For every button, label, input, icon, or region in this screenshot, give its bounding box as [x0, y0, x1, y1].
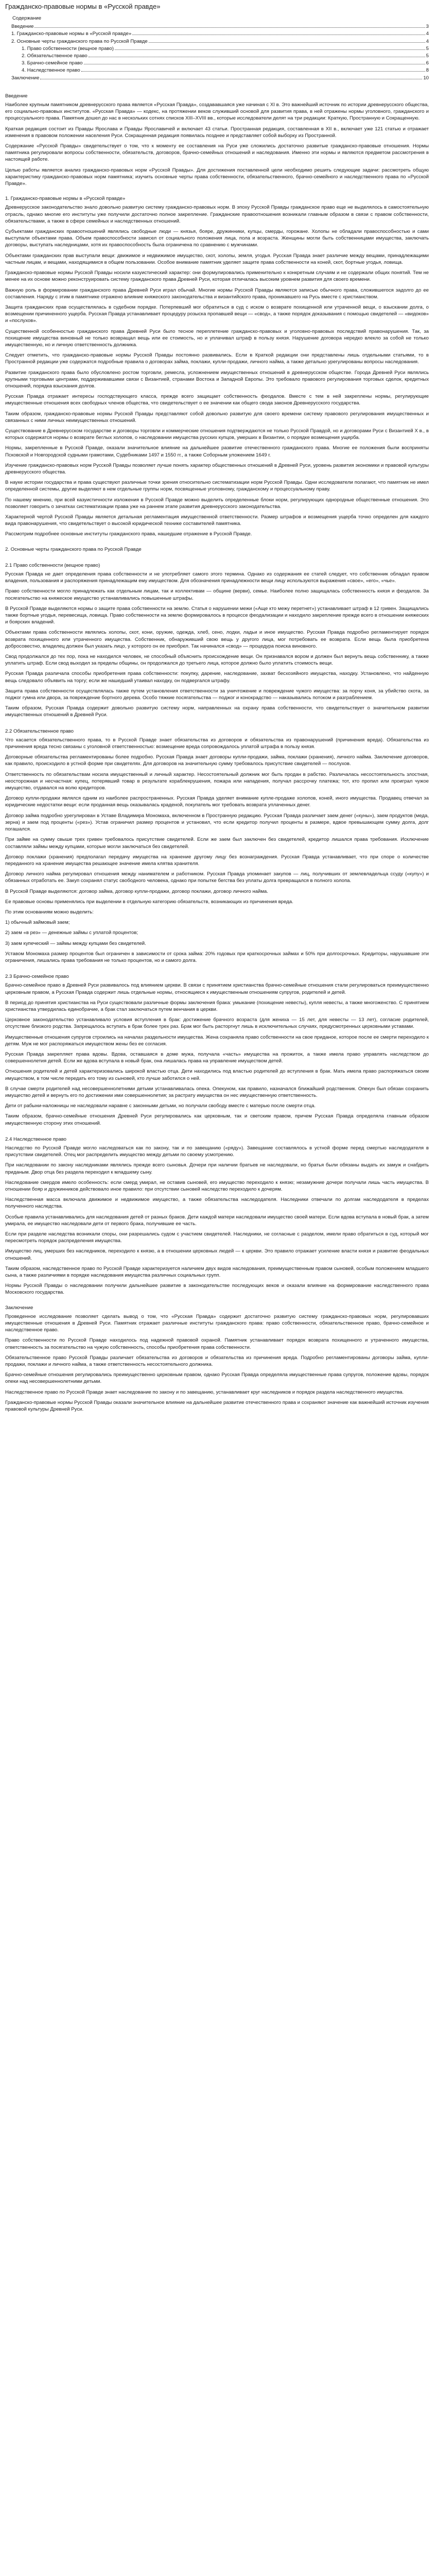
- paragraph: Изучение гражданско-правовых норм Русской Правды позволяет лучше понять характер общественных отношений в Древней Руси, уровень развития экономики и правовой культуры древнерусского общества.: [5, 462, 429, 475]
- intro-heading: Введение: [5, 93, 28, 99]
- toc-entry-text: 1. Право собственности (вещное право): [22, 45, 114, 52]
- toc-entry: [5, 59, 429, 66]
- toc-entry-page: 10: [423, 75, 429, 81]
- paragraph: Краткая редакция состоит из Правды Ярослава и Правды Ярославичей и включает 43 статьи. Пространная редакция, составленная в XII в., включает уже 121 статью и отражает изменения в правовом положении населения Руси. Сокращенная редакция появилась позднее и представляет собой выборку из Пространной.: [5, 126, 429, 139]
- paragraph: Следует отметить, что гражданско-правовые нормы Русской Правды постоянно развивались. Если в Краткой редакции они представлены лишь отдельными статьями, то в Пространной редакции уже содержатся подробные правила о договорах займа, поклажи, купли-продажи, личного найма, а также детально урегулированы вопросы наследования.: [5, 352, 429, 365]
- toc-entry: [5, 66, 429, 74]
- paragraph: Таким образом, брачно-семейные отношения Древней Руси регулировались как церковным, так и светским правом, причем Русская Правда определяла главным образом имущественную сторону этих отношений.: [5, 1113, 429, 1126]
- toc-leader-dots: [34, 23, 425, 28]
- paragraph: По этим основаниям можно выделить:: [5, 909, 94, 915]
- paragraph: Объектами права собственности являлись холопы, скот, кони, оружие, одежда, хлеб, сено, лодки, ладьи и иное имущество. Русская Правда подробно регламентирует порядок возврата похищенного или утраченного имущества. Собственник, обнаруживший свою вещь у другого лица, мог потребовать ее возврата. Если вещь была приобретена добросовестно, владелец должен был указать лицо, у которого он ее приобрел. Так начинался «свод» — процедура поиска виновного.: [5, 630, 429, 649]
- paragraph: Обязательственное право Русской Правды различает обязательства из договоров и обязательства из причинения вреда. Подробно регламентированы договоры займа, купли-продажи, поклажи и личного найма, а также ответственность несостоятельного должника.: [5, 1354, 429, 1368]
- paragraph: Русская Правда различала способы приобретения права собственности: покупку, дарение, наследование, захват бесхозяйного имущества, находку. Установлено, что найденную вещь следовало объявить на торгу; если же нашедший утаивал находку, он подвергался штрафу.: [5, 671, 429, 684]
- toc-leader-dots: [84, 59, 425, 64]
- toc-entry: [5, 52, 429, 59]
- section-1-body: [5, 204, 429, 441]
- paragraph: Нормы Русской Правды о наследовании получили дальнейшее развитие в законодательстве последующих веков и оказали влияние на формирование наследственного права Московского государства.: [5, 1283, 429, 1296]
- paragraph: Русская Правда закрепляет права вдовы. Вдова, оставшаяся в доме мужа, получала «часть» имущества на прожиток, а также имела право управлять наследством до совершеннолетия детей. Если же вдова вступала в новый брак, она лишалась права на управление имуществом детей.: [5, 1051, 429, 1064]
- paragraph: В период до принятия христианства на Руси существовали различные формы заключения брака: умыкание (похищение невесты), купля невесты, а также многоженство. С принятием христианства утвердилась единобрачие, а брак стал заключаться путем венчания в церкви.: [5, 999, 429, 1012]
- paragraph: Свод продолжался до тех пор, пока не находился человек, не способный объяснить происхождение вещи. Он признавался вором и должен был вернуть вещь собственнику, а также уплатить штраф. Если свод выходил за пределы общины, он продолжался до третьего лица, которое должно было уплатить стоимость вещи.: [5, 654, 429, 667]
- toc-leader-dots: [149, 38, 425, 43]
- section-2-heading: 2. Основные черты гражданского права по Русской Правде: [5, 546, 142, 552]
- toc-entry-page: 4: [426, 38, 429, 44]
- paragraph: Объектами гражданских прав выступали вещи: движимое и недвижимое имущество, скот, холопы, земля, угодья. Русская Правда знает различие между вещами, принадлежащими частным лицам, и вещами, находящимися в общем пользовании. Особое внимание памятник уделяет защите права собственности на коней, скот, бортные угодья, ловища.: [5, 252, 429, 265]
- toc-entry-page: 3: [426, 24, 429, 30]
- toc-entry: [5, 38, 429, 45]
- paragraph: Русская Правда не дает определения права собственности и не употребляет самого этого термина. Однако из содержания ее статей следует, что собственник обладал правом владения, пользования и распоряжения принадлежащим ему имуществом. Для обозначения принадлежности вещи лицу используются выражения «свое», «его», «чье».: [5, 571, 429, 584]
- paragraph: Уставом Мономаха размер процентов был ограничен в зависимости от срока займа: 20% годовых при краткосрочных займах и 50% при долгосрочных. Кредиторы, нарушавшие эти ограничения, лишались права требования не только процентов, но и самого долга.: [5, 951, 429, 963]
- subsection-2-3-heading: 2.3 Брачно-семейное право: [5, 974, 69, 980]
- intro-body: [5, 101, 429, 187]
- toc-entry: [5, 23, 429, 30]
- paragraph: Право собственности могло принадлежать как отдельным лицам, так и коллективам — общине (верви), семье. Наиболее полно защищалась собственность князя и феодалов. За посягательство на княжеское имущество устанавливались повышенные штрафы.: [5, 588, 429, 601]
- paragraph: Существенной особенностью гражданского права Древней Руси было тесное переплетение гражданско-правовых и уголовно-правовых последствий правонарушения. Так, за похищение имущества виновный не только возвращал вещь или ее стоимость, но и уплачивал штраф в пользу князя. Нарушение договора нередко влекло за собой не только имущественную, но и личную ответственность должника.: [5, 328, 429, 348]
- paragraph: Имущество лиц, умерших без наследников, переходило к князю, а в отношении церковных людей — к церкви. Это правило отражает усиление власти князя и развитие феодальных отношений.: [5, 1248, 429, 1261]
- toc-entry-text: 3. Брачно-семейное право: [22, 60, 83, 66]
- section-1-heading: 1. Гражданско-правовые нормы в «Русской правде»: [5, 196, 126, 202]
- toc-entry-page: 6: [426, 60, 429, 66]
- toc-entry-text: 2. Обязательственное право: [22, 53, 88, 59]
- paragraph: В Русской Правде выделяются: договор займа, договор купли-продажи, договор поклажи, договор личного найма.: [5, 888, 268, 894]
- paragraph: Содержание «Русской Правды» свидетельствует о том, что к моменту ее составления на Руси уже сложились достаточно развитые гражданско-правовые отношения. Нормы памятника регулировали вопросы собственности, обязательств, договоров, брачно-семейных отношений и наследования. Именно эти нормы и являются предметом рассмотрения в настоящей работе.: [5, 143, 429, 163]
- toc-entry: [5, 30, 429, 37]
- toc-leader-dots: [132, 30, 425, 35]
- paragraph: Брачно-семейное право в Древней Руси развивалось под влиянием церкви. В связи с принятием христианства брачно-семейные отношения стали регулироваться преимущественно церковным правом, а Русская Правда содержит лишь отдельные нормы, относящиеся к имущественным отношениям супругов, родителей и детей.: [5, 982, 429, 995]
- paragraph: В Русской Правде выделяются нормы о защите права собственности на землю. Статья о нарушении межи («Аще кто межу перетнет») устанавливает штраф в 12 гривен. Защищались также бортные угодья, перевесища, ловища. Право собственности на землю формировалось в процессе феодализации и находило закрепление прежде всего в отношении княжеских и боярских владений.: [5, 605, 429, 625]
- paragraph: Церковное законодательство устанавливало условия вступления в брак: достижение брачного возраста (для жениха — 15 лет, для невесты — 13 лет), согласие родителей, отсутствие близкого родства. Запрещалось вступать в брак более трех раз. Брак мог быть расторгнут лишь в исключительных случаях, предусмотренных церковными уставами.: [5, 1017, 429, 1030]
- paragraph: Если при разделе наследства возникали споры, они разрешались судом с участием свидетелей. Наследники, не согласные с разделом, имели право обратиться в суд, который мог пересмотреть порядок распределения имущества.: [5, 1231, 429, 1244]
- subsection-2-2-body: [5, 737, 429, 885]
- paragraph: Проведенное исследование позволяет сделать вывод о том, что «Русская Правда» содержит достаточно развитую систему гражданско-правовых норм, регулировавших имущественные отношения в Древней Руси. Памятник отражает различные институты гражданского права: право собственности, обязательственное право, брачно-семейное и наследственное право.: [5, 1313, 429, 1333]
- paragraph: Брачно-семейные отношения регулировались преимущественно церковным правом, однако Русская Правда определяла имущественные права супругов, положение вдовы, порядок опеки над несовершеннолетними детьми.: [5, 1372, 429, 1385]
- toc-entry-page: 4: [426, 31, 429, 37]
- paragraph: Ее правовые основы применялись при выделении в отдельную категорию обязательств, возникающих из причинения вреда.: [5, 899, 293, 905]
- toc-leader-dots: [89, 52, 425, 57]
- paragraph: Защита права собственности осуществлялась также путем установления ответственности за уничтожение и повреждение чужого имущества: за порчу коня, за убийство скота, за поджог гумна или двора, за повреждение бортного дерева. Особо тяжкие посягательства — поджог и конокрадство — наказывались потоком и разграблением.: [5, 688, 429, 701]
- paragraph: В случае смерти родителей над несовершеннолетними детьми устанавливалась опека. Опекуном, как правило, назначался ближайший родственник. Опекун был обязан сохранить имущество детей и вернуть его по достижении ими совершеннолетия; за растрату имущества он нес имущественную ответственность.: [5, 1086, 429, 1098]
- toc-leader-dots: [40, 74, 422, 79]
- paragraph: Древнерусское законодательство знало довольно развитую систему гражданско-правовых норм. В эпоху Русской Правды гражданское право еще не выделялось в самостоятельную отрасль, однако многие его институты уже получили достаточно полное закрепление. Гражданские правоотношения возникали главным образом в связи с правом собственности, обязательствами, а также в сфере семейных и наследственных отношений.: [5, 205, 429, 224]
- conclusion-heading: Заключение: [5, 1304, 33, 1311]
- paragraph: Наследование смердов имело особенность: если смерд умирал, не оставив сыновей, его имущество переходило к князю; незамужние дочери получали лишь часть имущества. В отношении бояр и дружинников действовало иное правило: при отсутствии сыновей наследство переходило к дочерям.: [5, 1179, 429, 1193]
- paragraph: По нашему мнению, при всей казуистичности изложения в Русской Правде можно выделить определенные блоки норм, регулирующих однородные общественные отношения. Это позволяет говорить о зачатках систематизации права уже на раннем этапе развития древнерусского законодательства.: [5, 497, 429, 510]
- paragraph: Договорные обязательства регламентированы более подробно. Русская Правда знает договоры купли-продажи, займа, поклажи (хранения), личного найма. Заключение договоров, как правило, происходило в устной форме при свидетелях. Для договоров на значительную сумму требовалось присутствие свидетелей — послухов.: [5, 754, 429, 767]
- paragraph: 1) обычный займовый заем;: [5, 920, 70, 926]
- paragraph: Что касается обязательственного права, то в Русской Правде знает обязательства из договоров и обязательства из правонарушений (причинения вреда). Обязательства из причинения вреда тесно связаны с уголовной ответственностью: возмещение вреда сопровождалось уплатой штрафа в пользу князя.: [5, 737, 429, 750]
- toc-entry-text: 1. Гражданско-правовые нормы в «Русской правде»: [11, 31, 132, 37]
- paragraph: Таким образом, гражданско-правовые нормы Русской Правды представляют собой довольно развитую для своего времени систему правового регулирования имущественных и связанных с ними личных неимущественных отношений.: [5, 411, 429, 423]
- subsection-2-4-heading: 2.4 Наследственное право: [5, 1136, 67, 1142]
- table-of-contents: [5, 23, 429, 81]
- subsection-2-4-body: [5, 1145, 429, 1296]
- paragraph: Субъектами гражданских правоотношений являлись свободные люди — князья, бояре, дружинники, купцы, смерды, горожане. Холопы не обладали правоспособностью и сами выступали объектами права. Объем правоспособности зависел от социального положения лица, пола и возраста. Женщины могли быть собственницами имущества, заключать договоры, выступать наследницами, хотя их правоспособность была ограничена по сравнению с мужчинами.: [5, 229, 429, 248]
- section-1-extra-body: [5, 445, 429, 537]
- paragraph: Наследственная масса включала движимое и недвижимое имущество, а также обязательства наследодателя. Наследники отвечали по долгам наследодателя в пределах полученного наследства.: [5, 1197, 429, 1210]
- subsection-2-1-body: [5, 571, 429, 719]
- toc-entry-page: 8: [426, 67, 429, 74]
- paragraph: Наследственное право по Русской Правде знает наследование по закону и по завещанию, устанавливает круг наследников и порядок раздела наследственного имущества.: [5, 1389, 404, 1395]
- paragraph: При займе на сумму свыше трех гривен требовалось присутствие свидетелей. Если же заем был заключен без свидетелей, кредитор лишался права требования. Исключение составляли займы между купцами, которые могли заключаться без свидетелей.: [5, 837, 429, 850]
- paragraph: Отношения родителей и детей характеризовались широкой властью отца. Дети находились под властью родителей до вступления в брак. Мать имела право распоряжаться своим имуществом, в том числе передать его тому из сыновей, кто лучше заботился о ней.: [5, 1069, 429, 1081]
- paragraph: Договор личного найма регулировал отношения между нанимателем и работником. Русская Правда упоминает закупов — лиц, получивших от землевладельца ссуду («купу») и обязанных отработать ее. Закуп сохранял статус свободного человека, однако при попытке бегства без уплаты долга превращался в полного холопа.: [5, 871, 429, 884]
- subsection-2-1-heading: 2.1 Право собственности (вещное право): [5, 562, 100, 568]
- paragraph: Гражданско-правовые нормы Русской Правды оказали значительное влияние на дальнейшее развитие отечественного права и сохраняют значение как важнейший источник изучения правовой культуры Древней Руси.: [5, 1399, 429, 1413]
- toc-entry-text: 2. Основные черты гражданского права по Русской Правде: [11, 38, 148, 44]
- paragraph: Договор займа подробно урегулирован в Уставе Владимира Мономаха, включенном в Пространную редакцию. Русская Правда различает заем денег («куны»), заем продуктов (меда, зерна) и заем под проценты («рез»). Устав ограничил размер процентов и установил, что если кредитор получил проценты в размере, вдвое превышающем сумму долга, долг погашался.: [5, 812, 429, 833]
- toc-heading: Содержание: [12, 15, 42, 21]
- subsection-2-2-heading: 2.2 Обязательственное право: [5, 728, 74, 734]
- subsection-2-2-extra-body: [5, 888, 429, 964]
- paragraph: Ответственность по обязательствам носила имущественный и личный характер. Несостоятельный должник мог быть продан в рабство. Различалась несостоятельность злостная, неосторожная и несчастная: купец, потерявший товар в результате кораблекрушения, пожара или нападения, получал рассрочку платежа; тот, кто пропил или проиграл чужое имущество, отдавался на волю кредиторов.: [5, 771, 429, 791]
- paragraph: 2) заем «в рез» — денежные займы с уплатой процентов;: [5, 930, 138, 936]
- paragraph: Наиболее крупным памятником древнерусского права является «Русская Правда», создававшаяся уже начиная с XI в. Это важнейший источник по истории древнерусского общества, его социально-правовых институтов. «Русская Правда» — кодекс, на протяжении веков служивший основой для развития права, в ней отражены нормы уголовного, гражданского и процессуального права. Памятник дошел до нас в нескольких сотнях списков XIII–XVIII вв., которые исследователи делят на три редакции: Краткую, Пространную и Сокращенную.: [5, 102, 429, 122]
- paragraph: Особые правила устанавливались для наследования детей от разных браков. Дети каждой матери наследовали имущество своей матери. Если вдова вступала в новый брак, а затем умирала, ее имущество наследовали дети от первого брака, получившие ее часть.: [5, 1214, 429, 1227]
- paragraph: 3) заем купеческий — займы между купцами без свидетелей.: [5, 940, 146, 946]
- toc-entry: [5, 45, 429, 52]
- paragraph: Развитие гражданского права было обусловлено ростом торговли, ремесла, усложнением имущественных отношений в древнерусском обществе. Города Древней Руси являлись крупными торговыми центрами, поддерживавшими связи с Византией, странами Востока и Западной Европы. Это требовало правового регулирования торговых сделок, кредитных отношений, порядка взыскания долгов.: [5, 369, 429, 389]
- paragraph: Рассмотрим подробнее основные институты гражданского права, нашедшие отражение в Русской Правде.: [5, 531, 252, 537]
- toc-entry-page: 5: [426, 53, 429, 59]
- paragraph: Характерной чертой Русской Правды является детальная регламентация имущественной ответственности. Размер штрафов и возмещения ущерба точно определен для каждого вида правонарушения, что свидетельствует о высокой юридической технике составителей памятника.: [5, 514, 429, 527]
- paragraph: Имущественные отношения супругов строились на началах раздельности имущества. Жена сохраняла право собственности на свое приданое, которое после ее смерти переходило к детям. Муж не мог распоряжаться имуществом жены без ее согласия.: [5, 1034, 429, 1047]
- paragraph: Нормы, закрепленные в Русской Правде, оказали значительное влияние на дальнейшее развитие отечественного гражданского права. Многие ее положения были восприняты Псковской и Новгородской судными грамотами, Судебниками 1497 и 1550 гг., а также Соборным уложением 1649 г.: [5, 445, 429, 458]
- toc-leader-dots: [81, 66, 425, 72]
- paragraph: В науке истории государства и права существуют различные точки зрения относительно систематизации норм Русской Правды. Одни исследователи полагают, что памятник не имел определенной системы, другие выделяют в нем отдельные группы норм, посвященные уголовному, гражданскому и процессуальному праву.: [5, 480, 429, 493]
- toc-entry-page: 5: [426, 45, 429, 52]
- paragraph: Таким образом, Русская Правда содержит довольно развитую систему норм, направленных на охрану права собственности, что свидетельствует о значительном развитии имущественных отношений в Древней Руси.: [5, 705, 429, 718]
- paragraph: Таким образом, наследственное право по Русской Правде характеризуется наличием двух видов наследования, преимущественным правом сыновей, особым положением младшего сына, а также различиями в порядке наследования имущества различных социальных групп.: [5, 1265, 429, 1279]
- toc-entry-text: Введение: [11, 24, 34, 30]
- toc-entry: [5, 74, 429, 81]
- paragraph: Русская Правда отражает интересы господствующего класса, прежде всего защищает собственность феодалов. Вместе с тем в ней закреплены нормы, регулирующие имущественные отношения всех свободных членов общества, что свидетельствует о ее значении как общего свода законов Древнерусского государства.: [5, 394, 429, 406]
- toc-entry-text: Заключение: [11, 75, 40, 81]
- document-title: Гражданско-правовые нормы в «Русской правде»: [5, 3, 161, 10]
- paragraph: Целью работы является анализ гражданско-правовых норм «Русской Правды». Для достижения поставленной цели необходимо решить следующие задачи: рассмотреть общую характеристику гражданско-правовых норм памятника; изучить основные черты права собственности, обязательственного, брачно-семейного и наследственного права по «Русской Правде».: [5, 167, 429, 187]
- paragraph: Существование в Древнерусском государстве и договоры торговли и коммерческие отношения подтверждаются не только Русской Правдой, но и договорами Руси с Византией X в., в которых содержатся нормы о возврате беглых холопов, о наследовании имущества русских купцов, умерших в Византии, о порядке возмещения ущерба.: [5, 428, 429, 441]
- paragraph: Право собственности по Русской Правде находилось под надежной правовой охраной. Памятник устанавливает порядок возврата похищенного и утраченного имущества, ответственность за посягательство на чужую собственность, способы приобретения права собственности.: [5, 1337, 429, 1350]
- paragraph: Наследство по Русской Правде могло наследоваться как по закону, так и по завещанию («ряду»). Завещание составлялось в устной форме перед смертью наследодателя в присутствии свидетелей. Отец мог распределить имущество между детьми по своему усмотрению.: [5, 1145, 429, 1158]
- paragraph: Важную роль в формировании гражданского права Древней Руси играл обычай. Многие нормы Русской Правды являются записью обычного права, сложившегося задолго до ее составления. Наряду с этим в памятнике отражено влияние княжеского законодательства и византийского права, проникавшего на Русь вместе с христианством.: [5, 287, 429, 300]
- subsection-2-3-body: [5, 982, 429, 1126]
- toc-entry-text: 4. Наследственное право: [22, 67, 80, 74]
- conclusion-body: [5, 1313, 429, 1413]
- paragraph: Защита гражданских прав осуществлялась в судебном порядке. Потерпевший мог обратиться в суд с иском о возврате похищенной или утраченной вещи, о взыскании долга, о возмещении причиненного ущерба. Русская Правда устанавливает процедуру розыска пропавшей вещи — «свод», а также порядок доказывания с помощью свидетелей — «видоков» и «послухов».: [5, 304, 429, 324]
- toc-leader-dots: [115, 45, 425, 50]
- paragraph: Гражданско-правовые нормы Русской Правды носили казуистический характер: они формулировались применительно к конкретным случаям и не содержали общих понятий. Тем не менее на их основе можно реконструировать систему гражданского права Древней Руси, которая отличалась высоким уровнем развития для своего времени.: [5, 270, 429, 283]
- paragraph: Дети от рабыни-наложницы не наследовали наравне с законными детьми, но получали свободу вместе с матерью после смерти отца.: [5, 1103, 316, 1109]
- paragraph: При наследовании по закону наследниками являлись прежде всего сыновья. Дочери при наличии братьев не наследовали, но братья были обязаны выдать их замуж и снабдить приданым. Двор отца без раздела переходил к младшему сыну.: [5, 1162, 429, 1175]
- paragraph: Договор поклажи (хранения) предполагал передачу имущества на хранение другому лицу без вознаграждения. Русская Правда устанавливает, что при споре о количестве переданного на хранение имущества решающее значение имела клятва хранителя.: [5, 854, 429, 867]
- paragraph: Договор купли-продажи являлся одним из наиболее распространенных. Русская Правда уделяет внимание купле-продаже холопов, коней, иного имущества. Продавец отвечал за юридические недостатки вещи: если проданная вещь оказывалась краденой, покупатель мог требовать возврата уплаченных денег.: [5, 795, 429, 808]
